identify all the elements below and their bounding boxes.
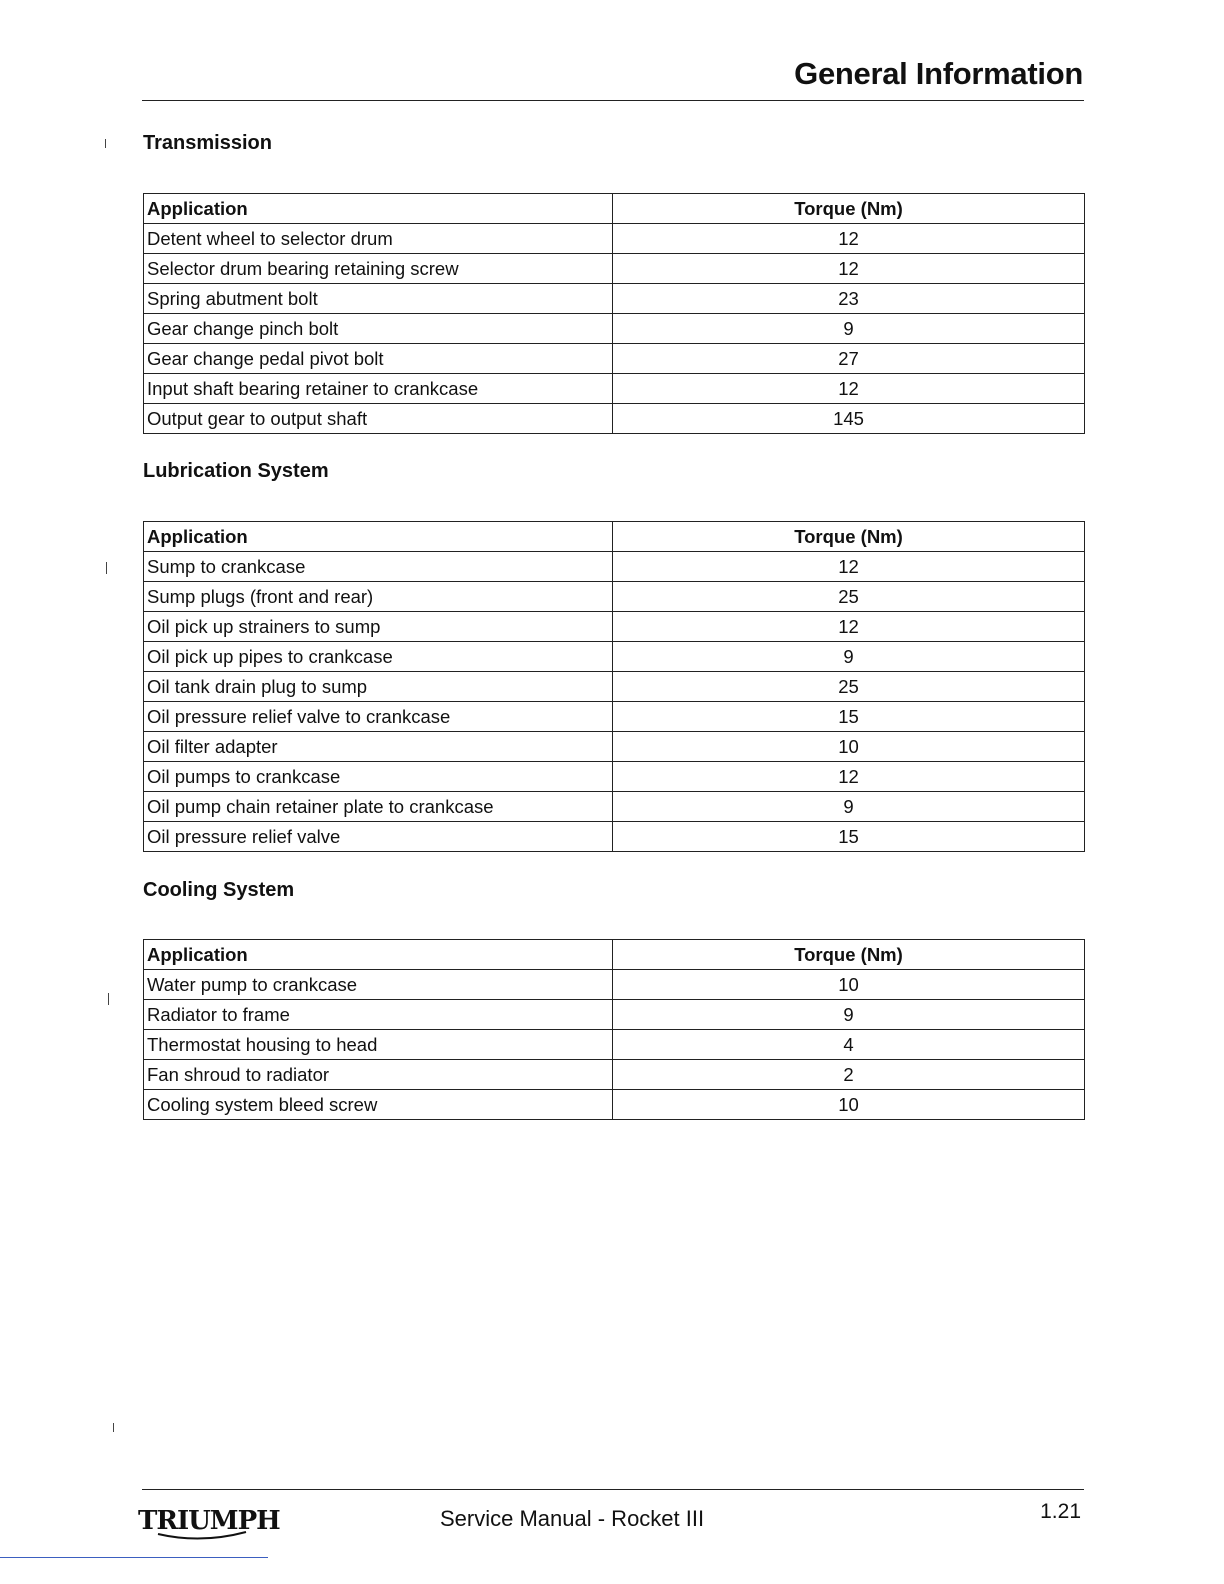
application-cell: Oil pressure relief valve to crankcase [144,702,613,732]
logo-underline [0,1557,268,1558]
torque-cell: 12 [613,552,1085,582]
torque-cell: 2 [613,1060,1085,1090]
torque-cell: 9 [613,314,1085,344]
torque-cell: 145 [613,404,1085,434]
table-row [144,1090,1085,1120]
section-title: Lubrication System [143,460,329,482]
table-row [144,284,1085,314]
table-row [144,822,1085,852]
torque-cell: 23 [613,284,1085,314]
table-row [144,314,1085,344]
table-row [144,970,1085,1000]
application-cell: Output gear to output shaft [144,404,613,434]
table-header-row [144,522,1085,552]
application-cell: Spring abutment bolt [144,284,613,314]
column-header-application: Application [144,194,613,224]
column-header-torque: Torque (Nm) [613,940,1085,970]
column-header-torque: Torque (Nm) [613,522,1085,552]
application-cell: Oil pressure relief valve [144,822,613,852]
torque-cell: 9 [613,642,1085,672]
table-row [144,642,1085,672]
page-title: General Information [794,56,1083,91]
torque-cell: 10 [613,970,1085,1000]
torque-cell: 10 [613,732,1085,762]
table-row [144,1000,1085,1030]
scan-mark [106,562,107,574]
application-cell: Oil pump chain retainer plate to crankcase [144,792,613,822]
application-cell: Input shaft bearing retainer to crankcase [144,374,613,404]
table-header-row [144,194,1085,224]
torque-table [143,521,1085,852]
torque-cell: 25 [613,582,1085,612]
footer-manual-title: Service Manual - Rocket III [440,1506,705,1531]
table-row [144,672,1085,702]
triumph-logo [138,1504,280,1540]
table-row [144,224,1085,254]
torque-table [143,193,1085,434]
scan-mark [105,139,106,148]
application-cell: Fan shroud to radiator [144,1060,613,1090]
table-row [144,612,1085,642]
header-rule [142,100,1084,101]
section-title: Cooling System [143,879,295,901]
application-cell: Oil filter adapter [144,732,613,762]
table-row [144,732,1085,762]
torque-cell: 10 [613,1090,1085,1120]
table-row [144,762,1085,792]
page-number: 1.21 [1040,1500,1081,1523]
application-cell: Cooling system bleed screw [144,1090,613,1120]
application-cell: Gear change pedal pivot bolt [144,344,613,374]
table-header-row [144,940,1085,970]
footer-rule [142,1489,1084,1490]
torque-cell: 12 [613,612,1085,642]
application-cell: Detent wheel to selector drum [144,224,613,254]
application-cell: Selector drum bearing retaining screw [144,254,613,284]
torque-cell: 12 [613,254,1085,284]
application-cell: Oil pick up strainers to sump [144,612,613,642]
scan-mark [108,993,109,1005]
torque-cell: 27 [613,344,1085,374]
scan-mark [113,1423,114,1432]
application-cell: Oil pumps to crankcase [144,762,613,792]
table-row [144,1060,1085,1090]
application-cell: Gear change pinch bolt [144,314,613,344]
torque-cell: 15 [613,822,1085,852]
torque-cell: 9 [613,792,1085,822]
torque-cell: 12 [613,224,1085,254]
application-cell: Oil tank drain plug to sump [144,672,613,702]
application-cell: Oil pick up pipes to crankcase [144,642,613,672]
section-title: Transmission [143,132,272,154]
application-cell: Thermostat housing to head [144,1030,613,1060]
application-cell: Radiator to frame [144,1000,613,1030]
column-header-application: Application [144,522,613,552]
table-row [144,374,1085,404]
table-row [144,254,1085,284]
table-row [144,792,1085,822]
application-cell: Sump to crankcase [144,552,613,582]
table-row [144,552,1085,582]
torque-cell: 25 [613,672,1085,702]
torque-cell: 12 [613,762,1085,792]
torque-cell: 12 [613,374,1085,404]
table-row [144,582,1085,612]
column-header-torque: Torque (Nm) [613,194,1085,224]
torque-table [143,939,1085,1120]
table-row [144,1030,1085,1060]
application-cell: Water pump to crankcase [144,970,613,1000]
application-cell: Sump plugs (front and rear) [144,582,613,612]
table-row [144,344,1085,374]
column-header-application: Application [144,940,613,970]
torque-cell: 15 [613,702,1085,732]
torque-cell: 4 [613,1030,1085,1060]
table-row [144,702,1085,732]
logo-text: TRIUMPH [138,1506,280,1536]
table-row [144,404,1085,434]
torque-cell: 9 [613,1000,1085,1030]
